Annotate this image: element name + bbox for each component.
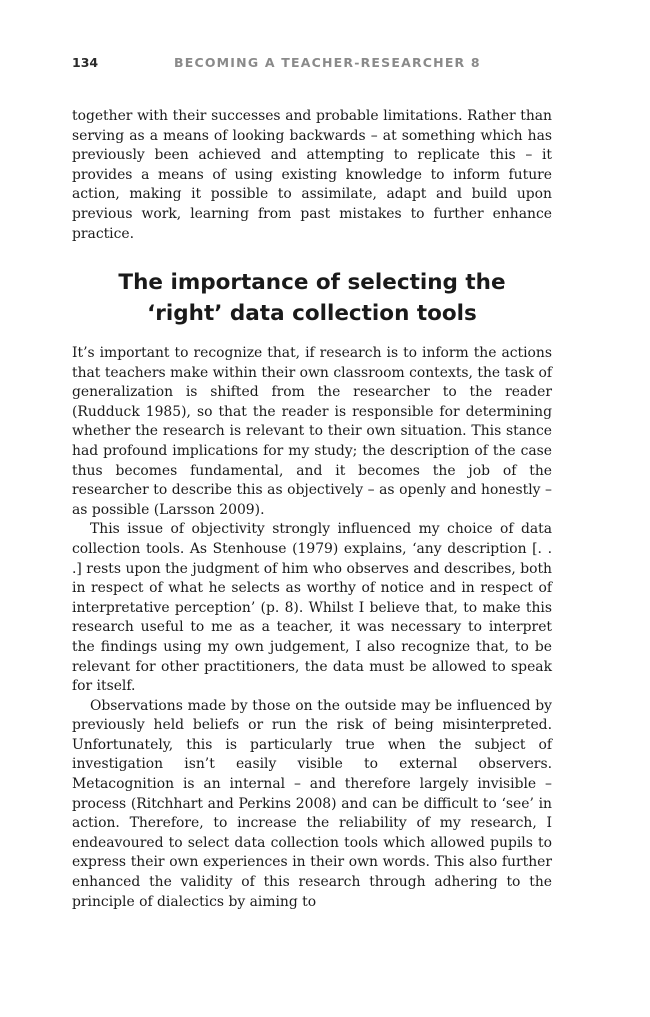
page-number: 134 <box>72 55 99 70</box>
body-paragraph-1: It’s important to recognize that, if research is to inform the actions that teachers make within their own classroom contexts, the task of generalization is shifted from the researcher to the reader (Rudduck 1985), so that the reader is responsible for determining whether the research is relevant to their own situation. This stance had profound implications for my study; the description of the case thus becomes fundamental, and it becomes the job of the researcher to describe this as objectively – as openly and honestly – as possible (Larsson 2009). <box>72 345 552 518</box>
section-heading-line-1: The importance of selecting the <box>118 270 506 295</box>
intro-paragraph: together with their successes and probable limitations. Rather than serving as a means of looking backwards – at something which has previously been achieved and attempting to replicate this – it provides a means of using existing knowledge to inform future action, making it possible to assimilate, adapt and build upon previous work, learning from past mistakes to further enhance practice. <box>72 108 552 242</box>
section-body <box>72 344 552 912</box>
running-title: BECOMING A TEACHER-RESEARCHER 8 <box>174 55 481 70</box>
body-paragraph-2: This issue of objectivity strongly influenced my choice of data collection tools. As Stenhouse (1979) explains, ‘any description [. . .] rests upon the judgment of him who observes and describes, both in respect of what he selects as worthy of notice and in respect of interpretative perception’ (p. 8). Whilst I believe that, to make this research useful to me as a teacher, it was necessary to interpret the findings using my own judgement, I also recognize that, to be relevant for other practitioners, the data must be allowed to speak for itself. <box>72 521 552 695</box>
section-heading <box>72 267 552 329</box>
body-paragraph-3: Observations made by those on the outside may be influenced by previously held beliefs or run the risk of being misinterpreted. Unfortunately, this is particularly true when the subject of investigation isn’t easily visible to external observers. Metacognition is an internal – and therefore largely invisible – process (Ritchhart and Perkins 2008) and can be difficult to ‘see’ in action. Therefore, to increase the reliability of my research, I endeavoured to select data collection tools which allowed pupils to express their own experiences in their own words. This also further enhanced the validity of this research through adhering to the principle of dialectics by aiming to <box>72 697 552 910</box>
running-head <box>72 54 572 72</box>
intro-paragraph-block <box>72 107 552 244</box>
section-heading-line-2: ‘right’ data collection tools <box>147 301 477 326</box>
